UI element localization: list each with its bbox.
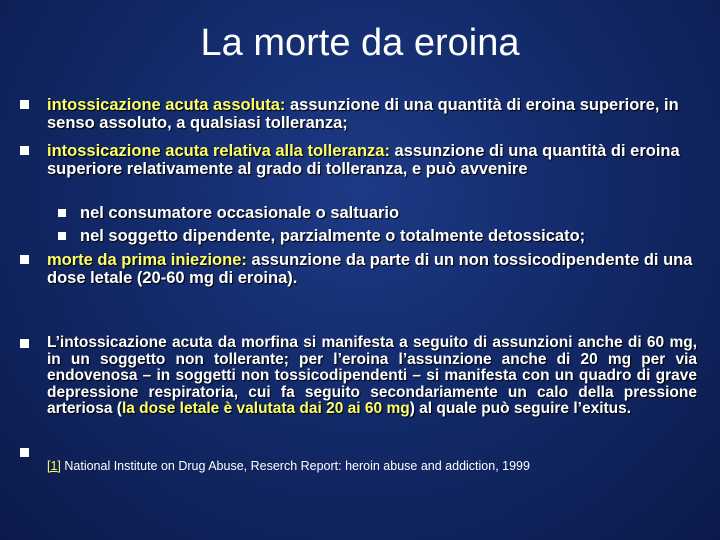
bullet-square-icon [20, 100, 29, 109]
item-term: morte da prima iniezione: [47, 251, 247, 269]
footnote [47, 459, 530, 473]
slide-title: La morte da eroina [200, 22, 520, 64]
bullet-square-icon [58, 209, 66, 217]
bullet-square-icon [20, 146, 29, 155]
paragraph-text-end: ) al quale può seguire l’exitus. [409, 400, 632, 418]
bullet-square-icon [20, 255, 29, 264]
list-item [47, 142, 707, 178]
morphine-paragraph [47, 335, 697, 418]
footnote-ref-link[interactable]: [1] [47, 459, 61, 473]
list-item [47, 251, 707, 287]
footnote-text: National Institute on Drug Abuse, Reserch Report: heroin abuse and addiction, 1999 [60, 459, 530, 473]
item-term: intossicazione acuta relativa alla tolleranza: [47, 142, 390, 160]
list-item [47, 96, 707, 132]
item-text: assunzione di una quantità di eroina superiore, in senso assoluto, a qualsiasi tolleranza; [47, 96, 679, 132]
sub-list-item: nel soggetto dipendente, parzialmente o totalmente detossicato; [80, 227, 586, 245]
item-term: intossicazione acuta assoluta: [47, 96, 286, 114]
bullet-square-icon [58, 232, 66, 240]
lethal-dose-highlight: la dose letale è valutata dai 20 ai 60 mg [121, 400, 410, 418]
sub-list-item: nel consumatore occasionale o saltuario [80, 204, 400, 222]
item-text: assunzione di una quantità di eroina superiore relativamente al grado di tolleranza, e può avvenire [47, 142, 680, 178]
bullet-square-icon [20, 339, 29, 348]
paragraph-text: L’intossicazione acuta da morfina si manifesta a seguito di assunzioni anche di 60 mg, in un soggetto non tollerante; per l’eroina l’assunzione anche di 20 mg per via endovenosa – in soggetti non tossicodipendenti – si manifesta con un quadro di grave depressione respiratoria, cui fa seguito secondariamente un calo della pressione arteriosa ( [47, 334, 697, 418]
bullet-square-icon [20, 448, 29, 457]
item-text: assunzione da parte di un non tossicodipendente di una dose letale (20-60 mg di eroina). [47, 251, 693, 287]
